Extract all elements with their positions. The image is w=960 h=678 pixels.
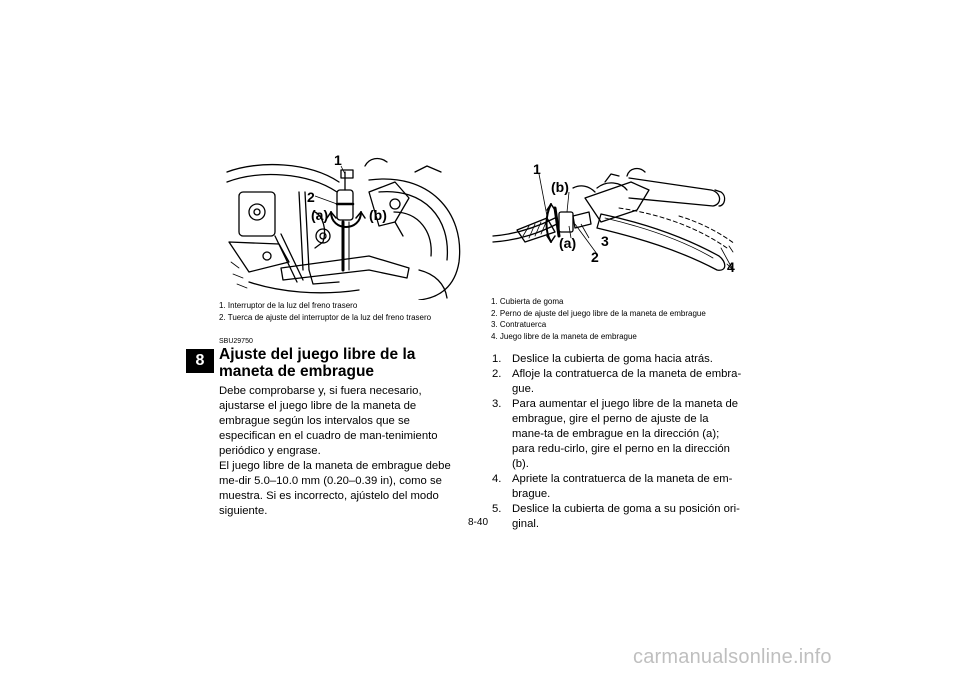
fig-right-label-3: 3: [601, 233, 609, 249]
step-item: [492, 367, 742, 397]
step-text: Afloje la contratuerca de la maneta de embra-gue.: [512, 368, 742, 395]
step-item: [492, 397, 742, 472]
step-number: 4.: [492, 473, 502, 485]
step-item: [492, 502, 742, 532]
fig-right-label-1: 1: [533, 161, 541, 177]
procedure-steps: [492, 352, 742, 532]
fig-right-label-b: (b): [551, 179, 569, 195]
caption-item: 2. Tuerca de ajuste del interruptor de la luz del freno trasero: [219, 312, 432, 322]
fig-left-label-b: (b): [369, 207, 387, 223]
fig-right-label-4: 4: [727, 259, 735, 275]
section-code: SBU29750: [219, 338, 253, 345]
brake-switch-illustration: [219, 152, 467, 300]
step-number: 5.: [492, 503, 502, 515]
fig-right-label-2: 2: [591, 249, 599, 265]
fig-left-label-2: 2: [307, 189, 315, 205]
watermark: carmanualsonline.info: [633, 646, 832, 668]
caption-left: [219, 300, 431, 323]
paragraph: El juego libre de la maneta de embrague debe me-dir 5.0–10.0 mm (0.20–0.39 in), como se muestra. Si es incorrecto, ajústelo del modo siguiente.: [219, 460, 451, 517]
clutch-lever-drawing: [489, 152, 743, 294]
step-text: Deslice la cubierta de goma a su posición ori-ginal.: [512, 503, 740, 530]
caption-item: 4. Juego libre de la maneta de embrague: [491, 331, 637, 341]
paragraph: Debe comprobarse y, si fuera necesario, ajustarse el juego libre de la maneta de embrague según los intervalos que se especifican en el cuadro de man-tenimiento periódico y engrase.: [219, 385, 438, 457]
step-number: 1.: [492, 353, 502, 365]
step-text: Apriete la contratuerca de la maneta de em-brague.: [512, 473, 733, 500]
clutch-lever-illustration: [489, 152, 743, 294]
step-number: 2.: [492, 368, 502, 380]
caption-item: 3. Contratuerca: [491, 320, 547, 329]
step-item: [492, 352, 742, 367]
body-text: [219, 384, 467, 519]
fig-right-label-a: (a): [559, 235, 577, 251]
caption-right: [491, 296, 706, 342]
caption-item: 1. Cubierta de goma: [491, 297, 564, 306]
fig-left-label-a: (a): [311, 207, 329, 223]
section-title: Ajuste del juego libre de la maneta de embrague: [219, 346, 416, 380]
page-number: 8-40: [468, 517, 489, 528]
step-text: Deslice la cubierta de goma hacia atrás.: [512, 353, 713, 365]
fig-left-label-1: 1: [334, 152, 342, 168]
brake-switch-drawing: [219, 152, 467, 300]
chapter-tab: 8: [186, 349, 214, 373]
step-item: [492, 472, 742, 502]
step-number: 3.: [492, 398, 502, 410]
caption-item: 2. Perno de ajuste del juego libre de la maneta de embrague: [491, 308, 706, 318]
step-text: Para aumentar el juego libre de la maneta de embrague, gire el perno de ajuste de la mane-ta de embrague en la dirección (a); para redu-cirlo, gire el perno en la dirección (b).: [512, 398, 739, 470]
caption-item: 1. Interruptor de la luz del freno trasero: [219, 301, 358, 310]
